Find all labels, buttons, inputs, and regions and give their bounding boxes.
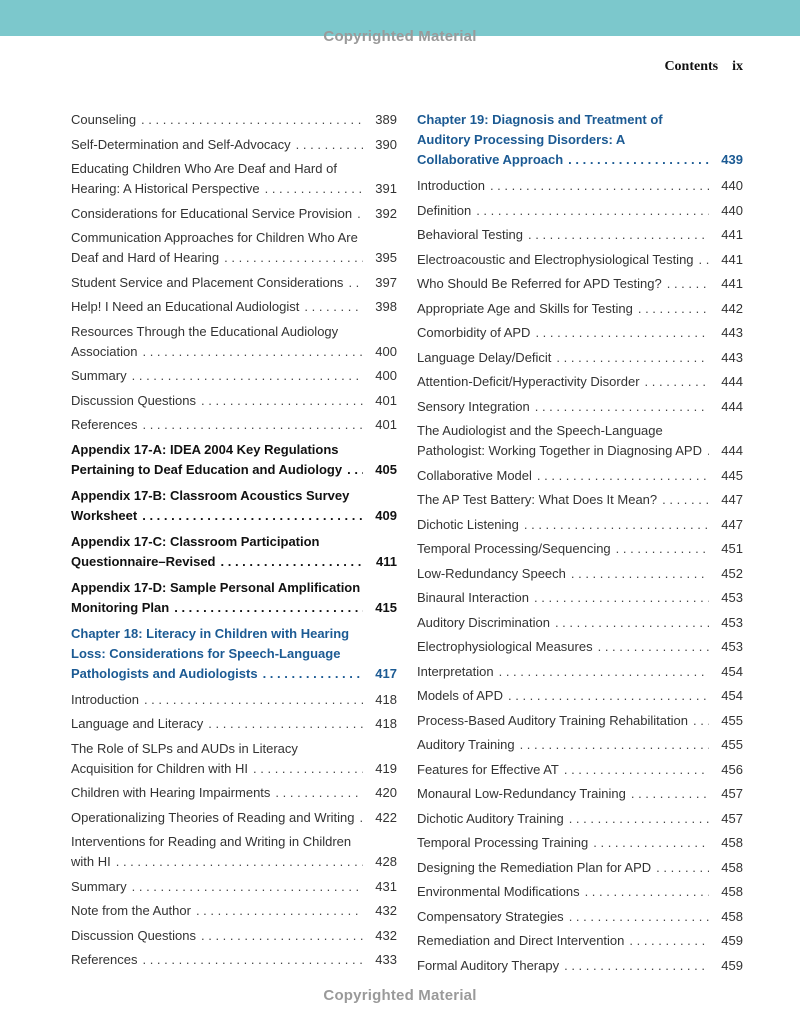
- toc-entry[interactable]: Dichotic Auditory Training . . . 457: [417, 809, 743, 829]
- toc-entry[interactable]: Self-Determination and Self-Advocacy . . . 390: [71, 135, 397, 155]
- watermark-top: Copyrighted Material: [323, 28, 477, 45]
- toc-appendix-17d[interactable]: Appendix 17-D: Sample Personal Amplification Monitoring Plan . . . 415: [71, 578, 397, 618]
- toc-entry[interactable]: Summary . . . 431: [71, 877, 397, 897]
- toc-entry[interactable]: Electrophysiological Measures . . . 453: [417, 637, 743, 657]
- toc-entry[interactable]: Who Should Be Referred for APD Testing? . . . 441: [417, 274, 743, 294]
- toc-entry[interactable]: Comorbidity of APD . . . 443: [417, 323, 743, 343]
- toc-entry[interactable]: References . . . 433: [71, 950, 397, 970]
- toc-entry[interactable]: Introduction . . . 418: [71, 690, 397, 710]
- toc-entry[interactable]: Appropriate Age and Skills for Testing . . . 442: [417, 299, 743, 319]
- toc-entry[interactable]: Auditory Training . . . 455: [417, 735, 743, 755]
- page-number: ix: [732, 59, 743, 74]
- toc-appendix-17c[interactable]: Appendix 17-C: Classroom Participation Questionnaire–Revised . . . 411: [71, 532, 397, 572]
- toc-entry[interactable]: Summary . . . 400: [71, 366, 397, 386]
- toc-entry[interactable]: Counseling . . . 389: [71, 110, 397, 130]
- toc-entry[interactable]: Help! I Need an Educational Audiologist . . . 398: [71, 297, 397, 317]
- toc-entry[interactable]: Resources Through the Educational Audiology Association . . . 400: [71, 322, 397, 362]
- toc-entry[interactable]: Discussion Questions . . . 432: [71, 926, 397, 946]
- toc-entry[interactable]: The AP Test Battery: What Does It Mean? . . . 447: [417, 490, 743, 510]
- toc-entry[interactable]: Sensory Integration . . . 444: [417, 397, 743, 417]
- toc-entry[interactable]: Attention-Deficit/Hyperactivity Disorder . . . 444: [417, 372, 743, 392]
- toc-entry[interactable]: Electroacoustic and Electrophysiological Testing . . . 441: [417, 250, 743, 270]
- toc-entry[interactable]: Auditory Discrimination . . . 453: [417, 613, 743, 633]
- toc-entry[interactable]: Collaborative Model . . . 445: [417, 466, 743, 486]
- toc-entry[interactable]: References . . . 401: [71, 415, 397, 435]
- running-head-title: Contents: [664, 59, 719, 74]
- toc-left-column: [71, 110, 397, 975]
- toc-entry[interactable]: The Role of SLPs and AUDs in Literacy Acquisition for Children with HI . . . 419: [71, 739, 397, 779]
- toc-entry[interactable]: Temporal Processing/Sequencing . . . 451: [417, 539, 743, 559]
- toc-entry[interactable]: Student Service and Placement Considerations . . . 397: [71, 273, 397, 293]
- toc-entry[interactable]: Remediation and Direct Intervention . . . 459: [417, 931, 743, 951]
- toc-entry[interactable]: Binaural Interaction . . . 453: [417, 588, 743, 608]
- toc-entry[interactable]: Children with Hearing Impairments . . . 420: [71, 783, 397, 803]
- toc-entry[interactable]: The Audiologist and the Speech-Language Pathologist: Working Together in Diagnosing APD . . . 444: [417, 421, 743, 461]
- toc-entry[interactable]: Definition . . . 440: [417, 201, 743, 221]
- toc-entry[interactable]: Language Delay/Deficit . . . 443: [417, 348, 743, 368]
- toc-appendix-17b[interactable]: Appendix 17-B: Classroom Acoustics Survey Worksheet . . . 409: [71, 486, 397, 526]
- toc-entry[interactable]: Temporal Processing Training . . . 458: [417, 833, 743, 853]
- toc-entry[interactable]: Educating Children Who Are Deaf and Hard of Hearing: A Historical Perspective . . . 391: [71, 159, 397, 199]
- toc-entry[interactable]: Features for Effective AT . . . 456: [417, 760, 743, 780]
- toc-entry[interactable]: Dichotic Listening . . . 447: [417, 515, 743, 535]
- toc-entry[interactable]: Monaural Low-Redundancy Training . . . 457: [417, 784, 743, 804]
- toc-appendix-17a[interactable]: Appendix 17-A: IDEA 2004 Key Regulations Pertaining to Deaf Education and Audiology . . . 405: [71, 440, 397, 480]
- running-head: [664, 59, 743, 75]
- toc-entry[interactable]: Low-Redundancy Speech . . . 452: [417, 564, 743, 584]
- toc-entry[interactable]: Interpretation . . . 454: [417, 662, 743, 682]
- toc-right-column: [417, 110, 743, 980]
- toc-chapter-18[interactable]: Chapter 18: Literacy in Children with Hearing Loss: Considerations for Speech-Language Pathologists and Audiologists . . . 417: [71, 624, 397, 684]
- toc-entry[interactable]: Compensatory Strategies . . . 458: [417, 907, 743, 927]
- toc-chapter-19[interactable]: Chapter 19: Diagnosis and Treatment of Auditory Processing Disorders: A Collaborative Approach . . . 439: [417, 110, 743, 170]
- toc-entry[interactable]: Introduction . . . 440: [417, 176, 743, 196]
- toc-entry[interactable]: Discussion Questions . . . 401: [71, 391, 397, 411]
- toc-entry[interactable]: Models of APD . . . 454: [417, 686, 743, 706]
- toc-entry[interactable]: Operationalizing Theories of Reading and Writing . . . 422: [71, 808, 397, 828]
- toc-entry[interactable]: Note from the Author . . . 432: [71, 901, 397, 921]
- toc-entry[interactable]: Behavioral Testing . . . 441: [417, 225, 743, 245]
- toc-entry[interactable]: Formal Auditory Therapy . . . 459: [417, 956, 743, 976]
- toc-entry[interactable]: Designing the Remediation Plan for APD . . . 458: [417, 858, 743, 878]
- watermark-bottom: Copyrighted Material: [323, 987, 477, 1004]
- toc-entry[interactable]: Language and Literacy . . . 418: [71, 714, 397, 734]
- toc-entry[interactable]: Communication Approaches for Children Who Are Deaf and Hard of Hearing . . . 395: [71, 228, 397, 268]
- toc-entry[interactable]: Interventions for Reading and Writing in Children with HI . . . 428: [71, 832, 397, 872]
- toc-entry[interactable]: Process-Based Auditory Training Rehabilitation . . . 455: [417, 711, 743, 731]
- toc-entry[interactable]: Considerations for Educational Service Provision . . . 392: [71, 204, 397, 224]
- toc-entry[interactable]: Environmental Modifications . . . 458: [417, 882, 743, 902]
